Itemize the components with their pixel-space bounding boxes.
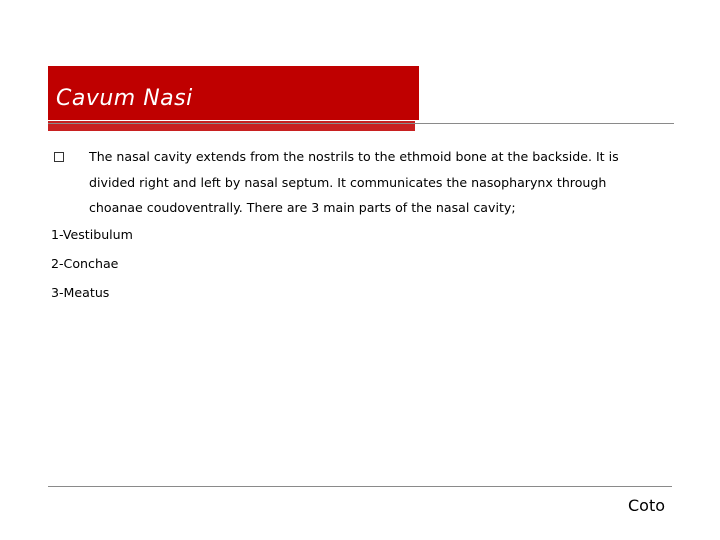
top-divider: [48, 123, 674, 124]
title-banner: [48, 66, 419, 120]
page-title: Cavum Nasi: [56, 86, 193, 111]
footer-label: Coto: [628, 496, 666, 515]
list-item: 1-Vestibulum: [51, 227, 133, 242]
list-item: 2-Conchae: [51, 256, 119, 271]
paragraph-line: The nasal cavity extends from the nostrils to the ethmoid bone at the backside. It is: [89, 149, 619, 164]
body-paragraph: [89, 144, 689, 221]
hollow-square-bullet-icon: [54, 152, 64, 162]
paragraph-line: divided right and left by nasal septum. It communicates the nasopharynx through: [89, 174, 607, 190]
bottom-divider: [48, 486, 672, 487]
list-item: 3-Meatus: [51, 285, 110, 300]
paragraph-line: choanae coudoventrally. There are 3 main parts of the nasal cavity;: [89, 200, 516, 215]
